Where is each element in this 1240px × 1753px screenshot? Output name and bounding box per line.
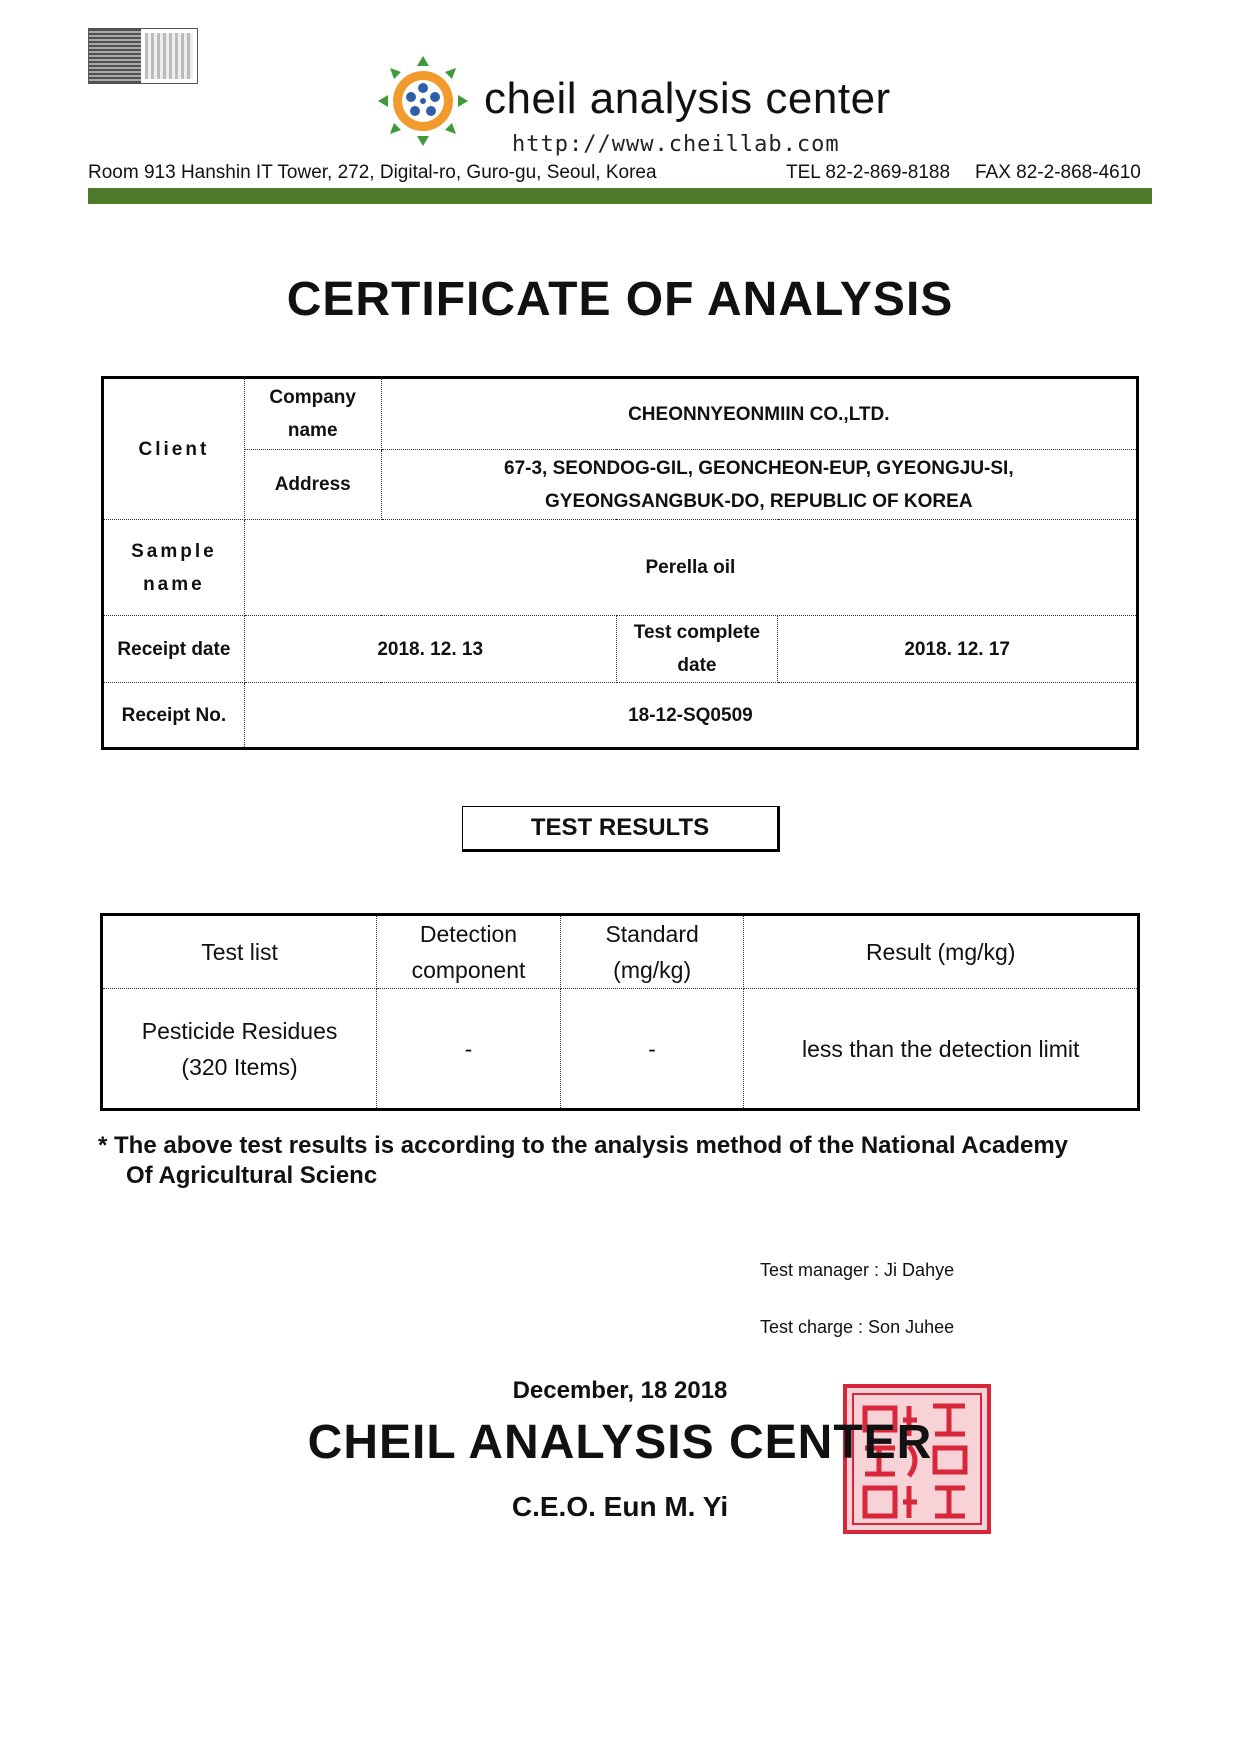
test-list-cell [102, 989, 377, 1110]
fax: FAX 82-2-868-4610 [975, 162, 1141, 183]
note-line-1: * The above test results is according to the analysis method of the National Academy [98, 1132, 1069, 1159]
header-result: Result (mg/kg) [744, 915, 1139, 989]
header-standard: Standard (mg/kg) [560, 915, 744, 989]
test-item-count: (320 Items) [181, 1053, 298, 1080]
table-row [102, 989, 1139, 1110]
detection-cell: - [377, 989, 561, 1110]
address-line-2: GYEONGSANGBUK-DO, REPUBLIC OF KOREA [545, 490, 973, 512]
address-label: Address [244, 450, 381, 520]
company-name-label: Company name [244, 378, 381, 450]
ceo-name: C.E.O. Eun M. Yi [511, 1491, 729, 1522]
test-results-table [100, 913, 1140, 1111]
receipt-date-value: 2018. 12. 13 [244, 616, 616, 683]
test-complete-value: 2018. 12. 17 [778, 616, 1138, 683]
address-line-1: 67-3, SEONDOG-GIL, GEONCHEON-EUP, GYEONGJU-SI, [504, 457, 1014, 479]
test-results-heading: TEST RESULTS [462, 806, 780, 852]
issue-date: December, 18 2018 [512, 1377, 728, 1404]
receipt-date-label: Receipt date [103, 616, 245, 683]
test-complete-label: Test complete date [616, 616, 778, 683]
result-cell: less than the detection limit [744, 989, 1139, 1110]
receipt-no-label: Receipt No. [103, 683, 245, 749]
sample-name-label: Sample name [103, 520, 245, 616]
test-name: Pesticide Residues [141, 1017, 338, 1044]
header-divider-bar [88, 188, 1152, 204]
brand-name: cheil analysis center [484, 74, 891, 123]
telephone: TEL 82-2-869-8188 [786, 162, 951, 183]
client-label: Client [103, 378, 245, 520]
company-address: Room 913 Hanshin IT Tower, 272, Digital-ro, Guro-gu, Seoul, Korea [88, 162, 657, 183]
company-name-value: CHEONNYEONMIIN CO.,LTD. [381, 378, 1137, 450]
note-line-2: Of Agricultural Scienc [126, 1162, 378, 1189]
center-name: CHEIL ANALYSIS CENTER [307, 1416, 933, 1469]
document-title: CERTIFICATE OF ANALYSIS [286, 273, 954, 326]
method-note [98, 1131, 1138, 1191]
header-test-list: Test list [102, 915, 377, 989]
test-manager: Test manager : Ji Dahye [760, 1260, 955, 1280]
standard-cell: - [560, 989, 744, 1110]
sample-name-value: Perella oil [244, 520, 1137, 616]
receipt-no-value: 18-12-SQ0509 [244, 683, 1137, 749]
test-charge: Test charge : Son Juhee [760, 1317, 955, 1337]
website-url: http://www.cheillab.com [512, 132, 840, 157]
header-detection-component: Detection component [377, 915, 561, 989]
client-info-table [101, 376, 1139, 750]
address-value [381, 450, 1137, 520]
company-logo-icon [376, 54, 470, 148]
qr-code-image [88, 28, 198, 84]
contact-line [88, 162, 1148, 184]
